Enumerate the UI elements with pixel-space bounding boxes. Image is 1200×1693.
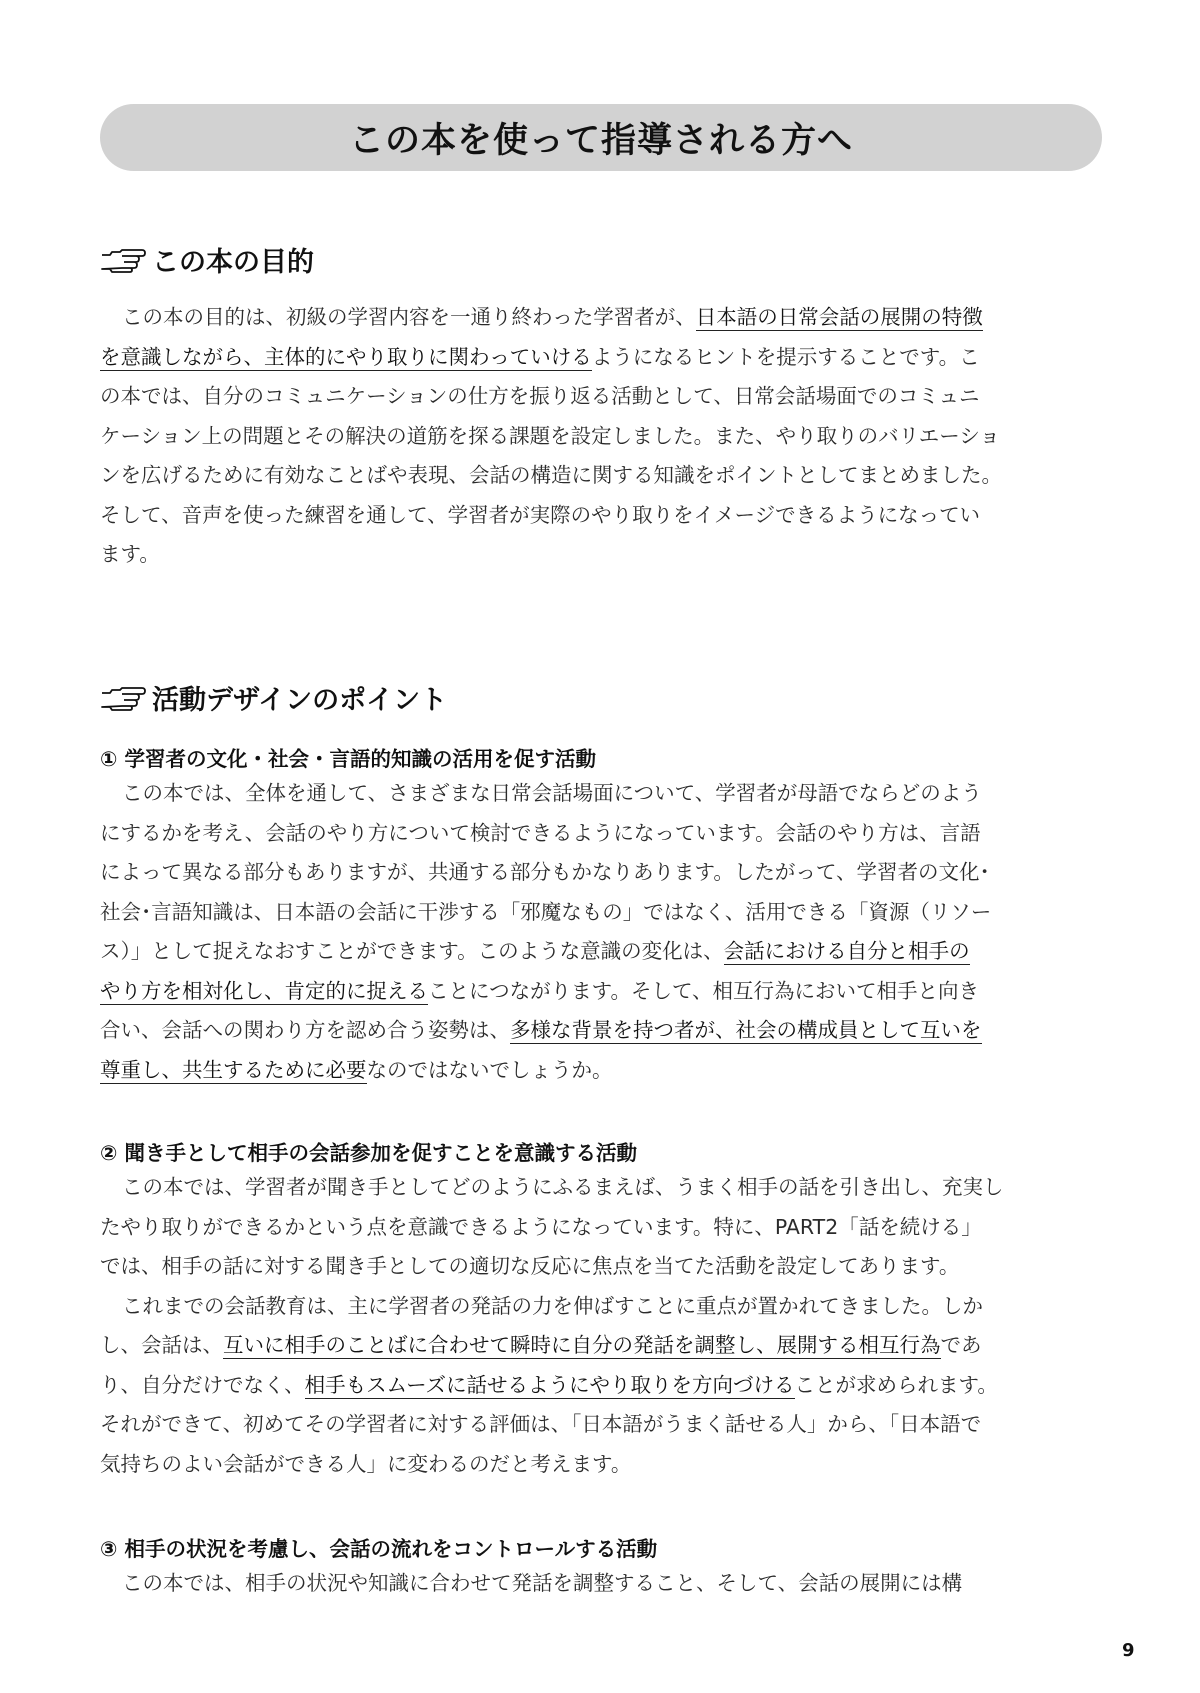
subheading-3: ③ 相手の状況を考慮し、会話の流れをコントロールする活動 (100, 1537, 658, 1561)
text-line (100, 972, 1102, 1012)
text-segment: り、自分だけでなく、 (100, 1372, 305, 1397)
emphasized-text: 多様な背景を持つ者が、社会の構成員として互いを (510, 1018, 982, 1042)
text-line (100, 814, 1102, 854)
activity-1-paragraph (100, 774, 1102, 1090)
text-line (100, 417, 1102, 457)
text-line (100, 1051, 1102, 1091)
text-segment: ことにつながります。そして、相互行為において相手と向き (428, 978, 980, 1003)
text-segment: ようになるヒントを提示することです。こ (591, 344, 980, 369)
text-line (100, 1445, 1102, 1485)
text-line (100, 535, 1102, 575)
page-title: この本を使って指導される方へ (348, 120, 853, 161)
text-segment: これまでの会話教育は、主に学習者の発話の力を伸ばすことに重点が置かれてきました。しか (122, 1293, 983, 1318)
text-segment: この本では、全体を通して、さまざまな日常会話場面について、学習者が母語でならどのよう (122, 781, 982, 805)
text-line (100, 456, 1102, 496)
text-line (100, 338, 1102, 378)
text-line (100, 496, 1102, 536)
pointing-hand-icon (100, 247, 146, 273)
title-banner (100, 104, 1102, 171)
text-line (100, 1405, 1102, 1445)
text-segment: この本では、学習者が聞き手としてどのようにふるまえば、うまく相手の話を引き出し、充実し (122, 1175, 1004, 1199)
text-line (100, 1168, 1102, 1208)
text-segment: ケーション上の問題とその解決の道筋を探る課題を設定しました。また、やり取りのバリエーショ (100, 423, 1000, 448)
emphasized-text: 互いに相手のことばに合わせて瞬時に自分の発話を調整し、展開する相互行為 (223, 1333, 941, 1357)
text-segment: ンを広げるために有効なことばや表現、会話の構造に関する知識をポイントとしてまとめました。 (100, 463, 1002, 487)
text-line (100, 1564, 1102, 1604)
text-segment: この本の目的は、初級の学習内容を一通り終わった学習者が、 (122, 305, 696, 329)
text-line (100, 1326, 1102, 1366)
text-segment: この本では、相手の状況や知識に合わせて発話を調整すること、そして、会話の展開には構 (122, 1571, 963, 1595)
section-heading-text: この本の目的 (152, 247, 314, 278)
text-line (100, 298, 1102, 338)
text-line (100, 932, 1102, 972)
pointing-hand-icon (100, 685, 146, 711)
emphasized-text: 日本語の日常会話の展開の特徴 (695, 305, 983, 329)
text-segment: それができて、初めてその学習者に対する評価は、「日本語がうまく話せる人」から、「日本語で (100, 1412, 982, 1436)
text-segment: たやり取りができるかという点を意識できるようになっています。特に、PART2「話を続ける」 (100, 1214, 982, 1239)
activity-2-paragraph (100, 1168, 1102, 1484)
page-number: 9 (1122, 1640, 1135, 1661)
text-segment: 合い、会話への関わり方を認め合う姿勢は、 (100, 1018, 510, 1042)
section-heading-purpose (100, 240, 314, 279)
text-segment: そして、音声を使った練習を通して、学習者が実際のやり取りをイメージできるようになってい (100, 502, 981, 527)
text-segment: ス）」として捉えなおすことができます。このような意識の変化は、 (100, 939, 724, 963)
text-segment: なのではないでしょうか。 (366, 1057, 613, 1082)
emphasized-text: を意識しながら、主体的にやり取りに関わっていける (100, 344, 592, 369)
activity-3-paragraph (100, 1564, 1102, 1604)
section-heading-text: 活動デザインのポイント (152, 685, 448, 716)
text-line (100, 1366, 1102, 1406)
text-segment: にするかを考え、会話のやり方について検討できるようになっています。会話のやり方は、言語 (100, 820, 981, 845)
text-segment: によって異なる部分もありますが、共通する部分もかなりあります。したがって、学習者の文化･ (100, 860, 990, 884)
text-line (100, 1011, 1102, 1051)
text-segment: では、相手の話に対する聞き手としての適切な反応に焦点を当てた活動を設定してあります。 (100, 1254, 960, 1278)
text-segment: し、会話は、 (100, 1333, 223, 1357)
text-segment: 気持ちのよい会話ができる人」に変わるのだと考えます。 (100, 1451, 632, 1476)
text-line (100, 1287, 1102, 1327)
section-heading-activity-design (100, 678, 447, 717)
text-segment: ます。 (100, 542, 160, 566)
subheading-1: ① 学習者の文化・社会・言語的知識の活用を促す活動 (100, 747, 596, 771)
text-line (100, 853, 1102, 893)
purpose-paragraph (100, 298, 1102, 575)
emphasized-text: 尊重し、共生するために必要 (100, 1057, 367, 1082)
text-line (100, 774, 1102, 814)
text-line (100, 377, 1102, 417)
emphasized-text: 会話における自分と相手の (723, 939, 970, 963)
emphasized-text: 相手もスムーズに話せるようにやり取りを方向づける (304, 1372, 795, 1397)
text-segment: 社会･言語知識は、日本語の会話に干渉する「邪魔なもの」ではなく、活用できる「資源（リソー (100, 899, 992, 924)
emphasized-text: やり方を相対化し、肯定的に捉える (100, 978, 428, 1003)
text-line (100, 1247, 1102, 1287)
subheading-2: ② 聞き手として相手の会話参加を促すことを意識する活動 (100, 1141, 637, 1165)
text-segment: ことが求められます。 (794, 1372, 998, 1397)
text-segment: であ (940, 1333, 982, 1357)
text-line (100, 893, 1102, 933)
text-segment: の本では、自分のコミュニケーションの仕方を振り返る活動として、日常会話場面でのコミュニ (100, 384, 980, 408)
text-line (100, 1208, 1102, 1248)
